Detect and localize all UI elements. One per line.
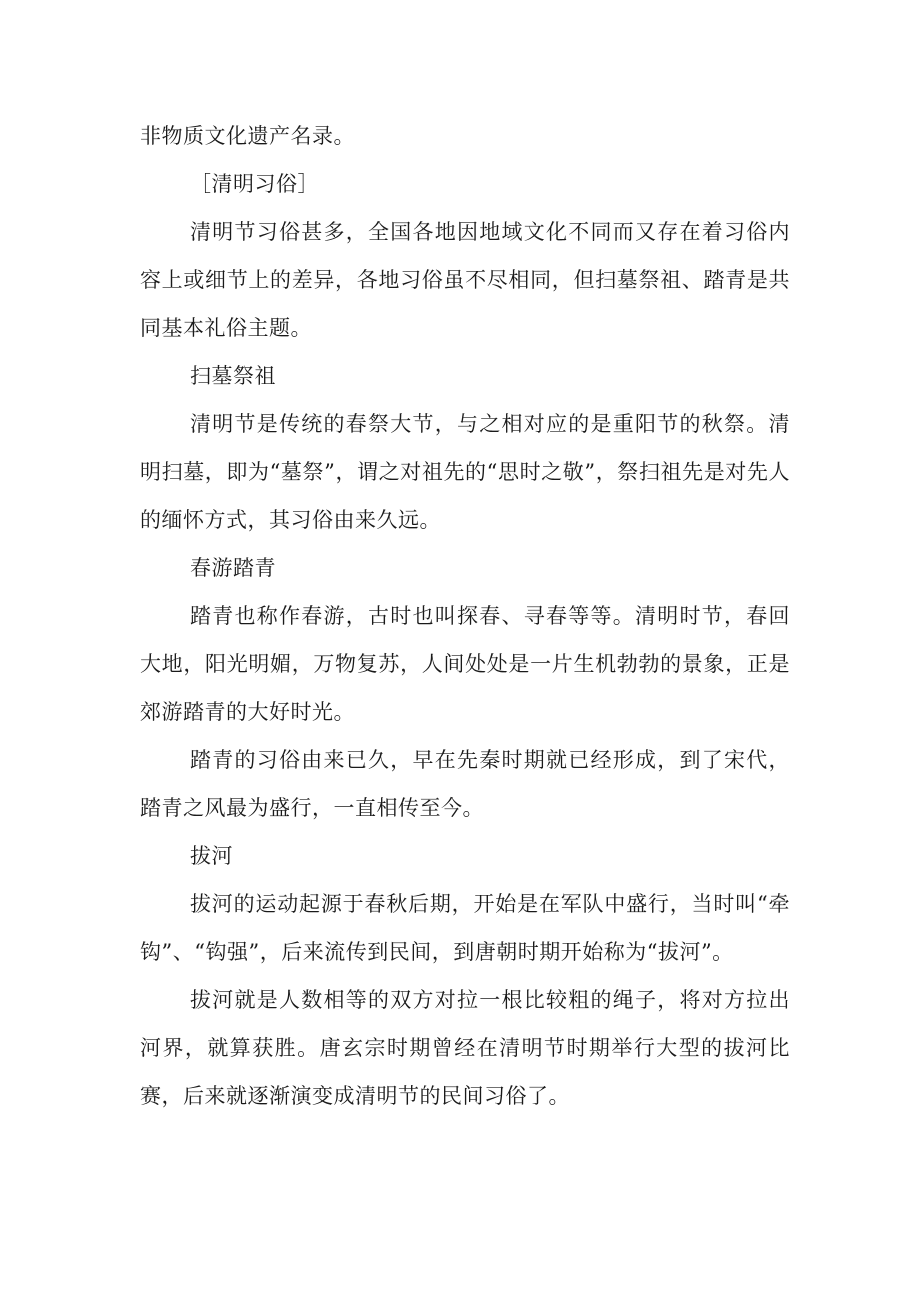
custom-heading-tomb-sweeping: 扫墓祭祖: [190, 364, 276, 388]
tug-of-war-paragraph-2: 拔河就是人数相等的双方对拉一根比较粗的绳子，将对方拉出河界，就算获胜。唐玄宗时期曾经在清明节时期举行大型的拔河比赛，后来就逐渐演变成清明节的民间习俗了。: [140, 988, 790, 1108]
spring-outing-paragraph-2: 踏青的习俗由来已久，早在先秦时期就已经形成，到了宋代，踏青之风最为盛行，一直相传至今。: [140, 748, 790, 820]
intro-paragraph: 清明节习俗甚多，全国各地因地域文化不同而又存在着习俗内容上或细节上的差异，各地习俗虽不尽相同，但扫墓祭祖、踏青是共同基本礼俗主题。: [140, 220, 790, 340]
document-body: [140, 112, 790, 1120]
continuation-text: 非物质文化遗产名录。: [140, 124, 355, 148]
section-title: ［清明习俗］: [190, 172, 319, 196]
tomb-sweeping-paragraph: 清明节是传统的春祭大节，与之相对应的是重阳节的秋祭。清明扫墓，即为“墓祭”，谓之对祖先的“思时之敬”，祭扫祖先是对先人的缅怀方式，其习俗由来久远。: [140, 412, 790, 532]
tug-of-war-paragraph-1: 拔河的运动起源于春秋后期，开始是在军队中盛行，当时叫“牵钩”、“钩强”，后来流传到民间，到唐朝时期开始称为“拔河”。: [140, 892, 790, 964]
custom-heading-tug-of-war: 拔河: [190, 844, 233, 868]
custom-heading-spring-outing: 春游踏青: [190, 556, 276, 580]
spring-outing-paragraph-1: 踏青也称作春游，古时也叫探春、寻春等等。清明时节，春回大地，阳光明媚，万物复苏，人间处处是一片生机勃勃的景象，正是郊游踏青的大好时光。: [140, 604, 790, 724]
